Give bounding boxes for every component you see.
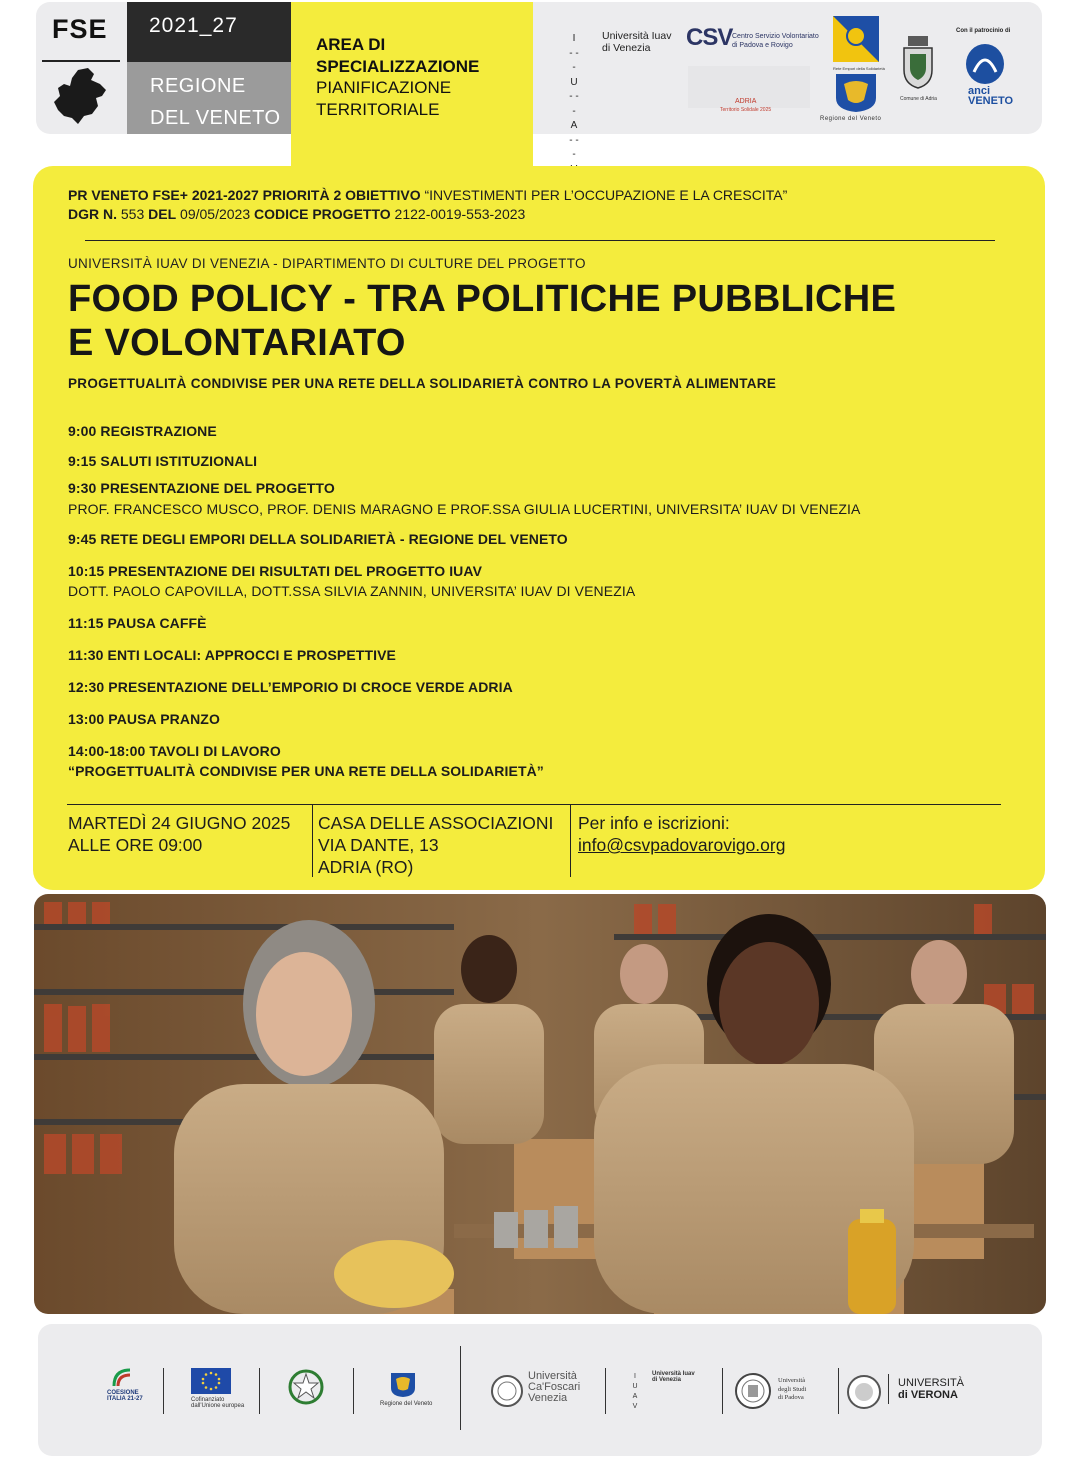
program-reference (68, 186, 787, 224)
crest3-caption: Comune di Adria (900, 96, 937, 102)
agenda-item-title: 9:00 REGISTRAZIONE (68, 423, 217, 439)
iuav-letter: U (570, 76, 578, 88)
cafoscari-label: Università Ca'Foscari Venezia (528, 1370, 581, 1404)
area-sub-line-1: PIANIFICAZIONE (316, 78, 452, 97)
program-line-1 (68, 186, 787, 205)
footer-divider (353, 1368, 354, 1414)
agenda-item (68, 647, 396, 663)
agenda-item (68, 679, 513, 695)
iuav-logo-letters: I - - - U - - - A - - - (568, 32, 580, 177)
crest2-caption: Regione del Veneto (820, 116, 882, 122)
agenda-item-speakers: PROF. FRANCESCO MUSCO, PROF. DENIS MARAGNO E PROF.SSA GIULIA LUCERTINI, UNIVERSITA’ IUAV DI VENEZIA (68, 501, 861, 517)
agenda-item-title: 14:00-18:00 TAVOLI DI LAVORO (68, 743, 281, 759)
footer-divider (259, 1368, 260, 1414)
area-title (316, 34, 479, 78)
univr-label: UNIVERSITÀ di VERONA (898, 1377, 965, 1401)
footer-divider (722, 1368, 723, 1414)
event-subtitle: PROGETTUALITÀ CONDIVISE PER UNA RETE DELLA SOLIDARIETÀ CONTRO LA POVERTÀ ALIMENTARE (68, 376, 777, 391)
footer-divider (838, 1368, 839, 1414)
area-subtitle (316, 77, 451, 121)
agenda-item (68, 453, 257, 469)
event-title (68, 277, 1028, 365)
agenda-item-title: 11:15 PAUSA CAFFÈ (68, 615, 207, 631)
dgr-number: 553 (120, 206, 145, 222)
area-sub-line-2: TERRITORIALE (316, 100, 440, 119)
codice-label: CODICE PROGETTO (254, 206, 391, 222)
program-period: 2021_27 (149, 14, 238, 37)
fse-divider (42, 60, 120, 62)
dgr-label: DGR N. (68, 206, 117, 222)
csv-name: Centro Servizio Volontariato di Padova e Rovigo (732, 33, 819, 49)
divider (85, 240, 995, 241)
patrocinio-label: Con il patrocinio di (956, 28, 1011, 34)
cafoscari-seal-icon (490, 1374, 524, 1408)
agenda-item-title: 9:15 SALUTI ISTITUZIONALI (68, 453, 258, 469)
cans (494, 1206, 578, 1248)
program-objective: “INVESTIMENTI PER L’OCCUPAZIONE E LA CRESCITA” (424, 187, 788, 203)
area-title-line-1: AREA DI (316, 35, 386, 54)
eu-cofinanced-label: Cofinanziato dall'Unione europea (191, 1397, 245, 1409)
regione-veneto-footer-icon (390, 1372, 416, 1398)
eu-flag-icon (191, 1368, 231, 1394)
event-title-line-1: FOOD POLICY - TRA POLITICHE PUBBLICHE (68, 278, 897, 320)
footer-divider (460, 1346, 461, 1430)
iuav-footer-letters: I U A V (632, 1373, 638, 1410)
agenda-item (68, 711, 220, 727)
csv-logo: CSV (686, 24, 733, 51)
agenda-item-title: 9:45 RETE DEGLI EMPORI DELLA SOLIDARIETÀ - REGIONE DEL VENETO (68, 531, 568, 547)
univr-seal-icon (846, 1374, 882, 1410)
region-label (150, 70, 281, 134)
column-divider (570, 805, 571, 877)
empori-crest-icon (831, 14, 881, 64)
program-priority: PR VENETO FSE+ 2021-2027 PRIORITÀ 2 OBIETTIVO (68, 187, 421, 203)
info-email-link[interactable]: info@csvpadovarovigo.org (578, 835, 786, 855)
anci-logo-icon (964, 42, 1006, 86)
agenda-item (68, 423, 217, 439)
adria-logo-sub: Territorio Solidale 2025 (720, 107, 772, 113)
column-divider (312, 805, 313, 877)
agenda-item-title: 10:15 PRESENTAZIONE DEI RISULTATI DEL PROGETTO IUAV (68, 563, 483, 579)
agenda-item (68, 563, 635, 599)
regione-veneto-footer-label: Regione del Veneto (380, 1401, 433, 1407)
event-title-line-2: E VOLONTARIATO (68, 322, 406, 364)
iuav-letter: A (570, 120, 578, 131)
del-label: DEL (148, 206, 177, 222)
codice-value: 2122-0019-553-2023 (394, 206, 526, 222)
program-line-2 (68, 205, 787, 224)
iuav-footer-name: Università Iuav di Venezia (652, 1371, 695, 1383)
del-date: 09/05/2023 (180, 206, 251, 222)
venue-street: VIA DANTE, 13 (318, 835, 439, 855)
regione-veneto-lion-icon (834, 72, 878, 114)
comune-adria-crest-icon (898, 34, 938, 90)
unipd-label: Università degli Studi di Padova (778, 1377, 807, 1401)
agenda-item (68, 615, 207, 631)
fse-label: FSE (52, 14, 108, 44)
agenda-item-subtitle: “PROGETTUALITÀ CONDIVISE PER UNA RETE DELLA SOLIDARIETÀ” (68, 763, 544, 779)
italian-republic-emblem-icon (288, 1368, 324, 1406)
iuav-name: Università Iuav di Venezia (602, 30, 672, 54)
region-line-1: REGIONE (150, 75, 246, 97)
university-department: UNIVERSITÀ IUAV DI VENEZIA - DIPARTIMENTO DI CULTURE DEL PROGETTO (68, 256, 586, 271)
event-date (68, 812, 290, 856)
agenda-item-title: 13:00 PAUSA PRANZO (68, 711, 220, 727)
agenda-item-title: 9:30 PRESENTAZIONE DEL PROGETTO (68, 480, 335, 496)
info-label: Per info e iscrizioni: (578, 813, 730, 833)
venue-name: CASA DELLE ASSOCIAZIONI (318, 813, 554, 833)
event-info-panel (33, 166, 1045, 890)
agenda-item-speakers: DOTT. PAOLO CAPOVILLA, DOTT.SSA SILVIA ZANNIN, UNIVERSITA’ IUAV DI VENEZIA (68, 583, 636, 599)
area-title-line-2: SPECIALIZZAZIONE (316, 57, 480, 76)
region-line-2: DEL VENETO (150, 107, 281, 129)
anci-label: anci VENETO (968, 85, 1014, 107)
coesione-italia-icon (112, 1368, 134, 1388)
event-date-line-1: MARTEDÌ 24 GIUGNO 2025 (68, 813, 291, 833)
event-time: ALLE ORE 09:00 (68, 835, 203, 855)
iuav-letter: I (572, 33, 576, 44)
adria-logo-name: ADRIA (735, 98, 757, 105)
univr-divider (888, 1374, 889, 1404)
veneto-map-icon (50, 66, 110, 126)
volunteers-photo (34, 894, 1046, 1314)
footer-divider (163, 1368, 164, 1414)
footer-divider (605, 1368, 606, 1414)
venue-city: ADRIA (RO) (318, 857, 414, 877)
agenda-item-title: 12:30 PRESENTAZIONE DELL’EMPORIO DI CROCE VERDE ADRIA (68, 679, 513, 695)
crest1-caption: Rete Empori della Solidarietà (833, 66, 885, 71)
coesione-italia-label: COESIONE ITALIA 21-27 (107, 1390, 143, 1402)
event-venue (318, 812, 553, 878)
agenda-item (68, 480, 860, 517)
agenda-item-title: 11:30 ENTI LOCALI: APPROCCI E PROSPETTIVE (68, 647, 396, 663)
agenda-item (68, 743, 544, 779)
divider (67, 804, 1001, 805)
unipd-seal-icon (734, 1372, 772, 1410)
event-contact (578, 812, 785, 856)
agenda-item (68, 531, 568, 547)
